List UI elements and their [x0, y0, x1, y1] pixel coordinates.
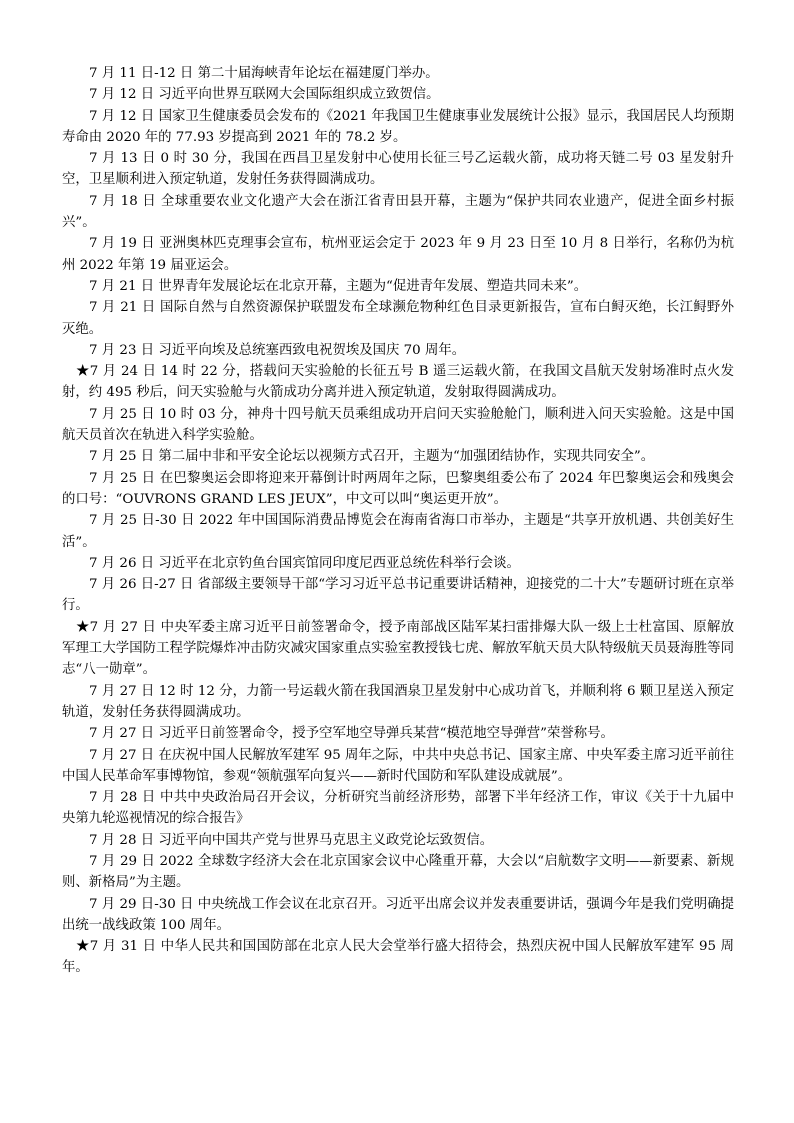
chronicle-entry — [62, 574, 734, 617]
entry-text: 7 月 27 日 在庆祝中国人民解放军建军 95 周年之际，中共中央总书记、国家主席、中央军委主席习近平前往中国人民革命军事博物馆，参观“领航强军向复兴——新时代国防和军队建设成就展”。 — [62, 747, 734, 784]
star-icon: ★ — [76, 619, 90, 635]
chronicle-entry — [62, 894, 734, 937]
entry-text: 7 月 13 日 0 时 30 分，我国在西昌卫星发射中心使用长征三号乙运载火箭，成功将天链二号 03 星发射升空，卫星顺利进入预定轨道，发射任务获得圆满成功。 — [62, 151, 734, 188]
chronicle-entry — [62, 468, 734, 511]
chronicle-entry — [62, 787, 734, 830]
chronicle-entry — [62, 723, 734, 744]
entry-text: 7 月 24 日 14 时 22 分，搭载问天实验舱的长征五号 B 遥三运载火箭，在我国文昌航天发射场准时点火发射，约 495 秒后，问天实验舱与火箭成功分离并进入预定轨道，发射取得圆满成功。 — [62, 364, 734, 401]
entry-text: 7 月 26 日 习近平在北京钓鱼台国宾馆同印度尼西亚总统佐科举行会谈。 — [89, 555, 520, 571]
chronicle-entry — [62, 510, 734, 553]
chronicle-entry — [62, 446, 734, 467]
entry-text: 7 月 19 日 亚洲奥林匹克理事会宣布，杭州亚运会定于 2023 年 9 月 23 日至 10 月 8 日举行，名称仍为杭州 2022 年第 19 届亚运会。 — [62, 236, 734, 273]
entry-text: 7 月 31 日 中华人民共和国国防部在北京人民大会堂举行盛大招待会，热烈庆祝中国人民解放军建军 95 周年。 — [62, 939, 734, 976]
chronicle-entry — [62, 553, 734, 574]
entry-text: 7 月 11 日-12 日 第二十届海峡青年论坛在福建厦门举办。 — [89, 66, 439, 81]
entry-text: 7 月 25 日 第二届中非和平安全论坛以视频方式召开，主题为“加强团结协作，实现共同安全”。 — [89, 449, 655, 465]
entry-text: 7 月 27 日 12 时 12 分，力箭一号运载火箭在我国酒泉卫星发射中心成功首飞，并顺利将 6 颗卫星送入预定轨道，发射任务获得圆满成功。 — [62, 683, 734, 720]
chronicle-entry — [62, 106, 734, 149]
entry-text: 7 月 23 日 习近平向埃及总统塞西致电祝贺埃及国庆 70 周年。 — [89, 342, 466, 358]
entry-text: 7 月 12 日 习近平向世界互联网大会国际组织成立致贺信。 — [89, 87, 440, 103]
entry-text: 7 月 26 日-27 日 省部级主要领导干部“学习习近平总书记重要讲话精神，迎接党的二十大”专题研讨班在京举行。 — [62, 577, 734, 614]
chronicle-entry — [62, 84, 734, 105]
chronicle-entry — [62, 148, 734, 191]
chronicle-entry — [62, 340, 734, 361]
chronicle-entry — [62, 63, 734, 84]
chronicle-entries — [62, 63, 734, 979]
chronicle-entry — [62, 617, 734, 681]
chronicle-entry — [62, 830, 734, 851]
chronicle-entry — [62, 404, 734, 447]
entry-text: 7 月 25 日-30 日 2022 年中国国际消费品博览会在海南省海口市举办，主题是“共享开放机遇、共创美好生活”。 — [62, 513, 734, 550]
chronicle-entry — [62, 851, 734, 894]
entry-text: 7 月 27 日 习近平日前签署命令，授予空军地空导弹兵某营“模范地空导弹营”荣誉称号。 — [89, 726, 614, 742]
entry-text: 7 月 29 日-30 日 中央统战工作会议在北京召开。习近平出席会议并发表重要讲话，强调今年是我们党明确提出统一战线政策 100 周年。 — [62, 896, 734, 933]
chronicle-entry — [62, 745, 734, 788]
chronicle-entry — [62, 276, 734, 297]
chronicle-entry — [62, 936, 734, 979]
entry-text: 7 月 27 日 中央军委主席习近平日前签署命令，授予南部战区陆军某扫雷排爆大队一级上士杜富国、原解放军理工大学国防工程学院爆炸冲击防灾减灾国家重点实验室教授钱七虎、解放军航天员大队特级航天员聂海胜等同志“八一勋章”。 — [62, 619, 735, 678]
star-icon: ★ — [76, 364, 90, 380]
entry-text: 7 月 21 日 国际自然与自然资源保护联盟发布全球濒危物种红色目录更新报告，宣布白鲟灭绝，长江鲟野外灭绝。 — [62, 300, 734, 337]
entry-text: 7 月 28 日 习近平向中国共产党与世界马克思主义政党论坛致贺信。 — [89, 832, 494, 848]
chronicle-entry — [62, 361, 734, 404]
entry-text: 7 月 28 日 中共中央政治局召开会议，分析研究当前经济形势，部署下半年经济工作，审议《关于十九届中央第九轮巡视情况的综合报告》 — [62, 790, 734, 827]
star-icon: ★ — [76, 939, 90, 955]
chronicle-entry — [62, 297, 734, 340]
entry-text: 7 月 25 日 在巴黎奥运会即将迎来开幕倒计时两周年之际，巴黎奥组委公布了 2024 年巴黎奥运会和残奥会的口号：“OUVRONS GRAND LES JEUX”，中文可以叫“奥运更开放”。 — [62, 470, 734, 507]
entry-text: 7 月 29 日 2022 全球数字经济大会在北京国家会议中心隆重开幕，大会以“启航数字文明——新要素、新规则、新格局”为主题。 — [62, 853, 734, 891]
entry-text: 7 月 25 日 10 时 03 分，神舟十四号航天员乘组成功开启问天实验舱舱门，顺利进入问天实验舱。这是中国航天员首次在轨进入科学实验舱。 — [62, 406, 734, 444]
entry-text: 7 月 12 日 国家卫生健康委员会发布的《2021 年我国卫生健康事业发展统计公报》显示，我国居民人均预期寿命由 2020 年的 77.93 岁提高到 2021 年的 78.2 岁。 — [62, 108, 734, 145]
chronicle-entry — [62, 233, 734, 276]
entry-text: 7 月 18 日 全球重要农业文化遗产大会在浙江省青田县开幕，主题为“保护共同农业遗产，促进全面乡村振兴”。 — [62, 193, 734, 231]
chronicle-entry — [62, 681, 734, 724]
chronicle-entry — [62, 191, 734, 234]
entry-text: 7 月 21 日 世界青年发展论坛在北京开幕，主题为“促进青年发展、塑造共同未来”。 — [89, 278, 588, 294]
